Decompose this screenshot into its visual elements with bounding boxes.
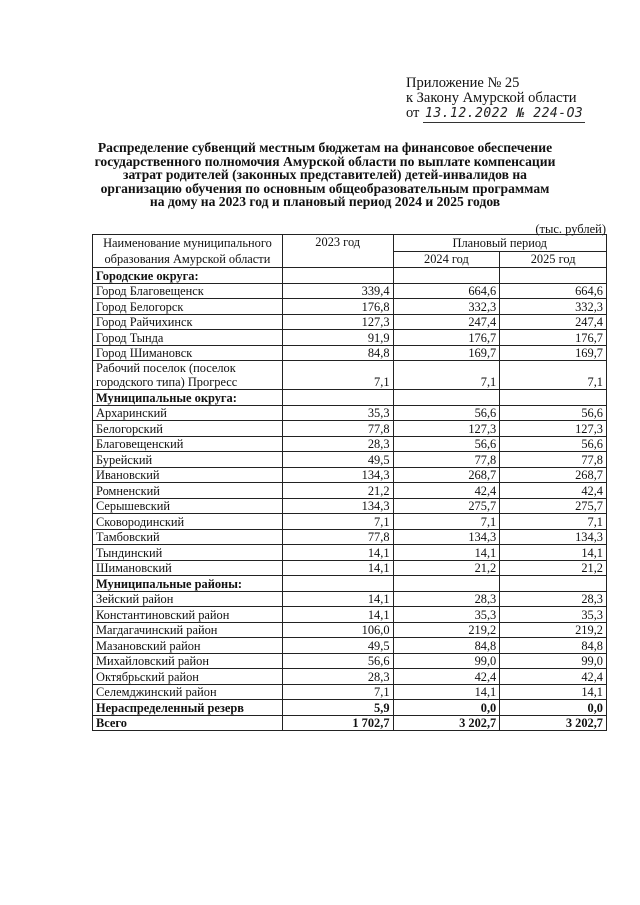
table-header-row	[93, 235, 607, 252]
amount-2023: 28,3	[282, 669, 393, 685]
municipality-name	[93, 715, 283, 731]
amount-2025: 42,4	[500, 483, 607, 499]
amount-2024: 14,1	[393, 684, 500, 700]
amount-2024: 56,6	[393, 436, 500, 452]
empty-cell	[393, 576, 500, 592]
appendix-law: к Закону Амурской области	[406, 90, 577, 106]
amount-2023: 28,3	[282, 436, 393, 452]
municipality-name	[93, 514, 283, 530]
amount-2023: 127,3	[282, 314, 393, 330]
empty-cell	[282, 390, 393, 406]
municipality-name-text: Город Благовещенск	[96, 284, 204, 298]
table-row	[93, 653, 607, 669]
table-row	[93, 715, 607, 731]
amount-2023: 77,8	[282, 529, 393, 545]
municipality-name-text: Бурейский	[96, 452, 153, 467]
amount-2024: 275,7	[393, 498, 500, 514]
table-body	[93, 268, 607, 731]
amount-2024: 42,4	[393, 483, 500, 499]
municipality-name	[93, 545, 283, 561]
municipality-name-text: Архаринский	[96, 406, 167, 420]
municipality-name	[93, 669, 283, 685]
empty-cell	[393, 268, 500, 284]
section-title: Муниципальные округа:	[93, 390, 283, 406]
amount-2023: 91,9	[282, 330, 393, 346]
amount-2023: 134,3	[282, 498, 393, 514]
section-row	[93, 268, 607, 284]
title-line: на дому на 2023 год и плановый период 2024 и 2025 годов	[149, 194, 501, 210]
amount-2025: 56,6	[500, 436, 607, 452]
municipality-name-text: Тамбовский	[96, 530, 160, 544]
amount-2024: 219,2	[393, 622, 500, 638]
table-row	[93, 514, 607, 530]
units-label: (тыс. рублей)	[535, 222, 606, 236]
municipality-name	[93, 345, 283, 361]
amount-2023: 7,1	[282, 684, 393, 700]
amount-2024: 247,4	[393, 314, 500, 330]
amount-2025: 332,3	[500, 299, 607, 315]
title-line: затрат родителей (законных представителей) детей-инвалидов на	[123, 167, 527, 183]
amount-2025: 275,7	[500, 498, 607, 514]
municipality-name	[93, 421, 283, 437]
amount-2024: 664,6	[393, 283, 500, 299]
header-name-cell	[93, 235, 283, 268]
amount-2025: 21,2	[500, 560, 607, 576]
amount-2025: 35,3	[500, 607, 607, 623]
municipality-name	[93, 700, 283, 716]
amount-2023: 7,1	[282, 361, 393, 390]
municipality-name	[93, 283, 283, 299]
appendix-number: Приложение № 25	[406, 75, 520, 91]
municipality-name-text: Город Тында	[96, 330, 164, 345]
amount-2023: 21,2	[282, 483, 393, 499]
amount-2023: 35,3	[282, 405, 393, 421]
municipality-name-text: Тындинский	[96, 545, 163, 560]
section-row	[93, 576, 607, 592]
table-row	[93, 314, 607, 330]
table-row	[93, 467, 607, 483]
municipality-name	[93, 684, 283, 700]
table-row	[93, 638, 607, 654]
amount-2023: 14,1	[282, 560, 393, 576]
amount-2024: 77,8	[393, 452, 500, 468]
empty-cell	[282, 576, 393, 592]
amount-2023: 106,0	[282, 622, 393, 638]
municipality-name	[93, 436, 283, 452]
appendix-date-line	[406, 106, 585, 123]
municipality-name-text: Ромненский	[96, 483, 160, 498]
amount-2025: 169,7	[500, 345, 607, 361]
municipality-name	[93, 405, 283, 421]
empty-cell	[500, 268, 607, 284]
table-row	[93, 529, 607, 545]
table-row	[93, 607, 607, 623]
empty-cell	[500, 390, 607, 406]
amount-2025: 664,6	[500, 283, 607, 299]
amount-2023: 14,1	[282, 591, 393, 607]
municipality-name-text: городского типа) Прогресс	[96, 375, 238, 389]
amount-2025: 77,8	[500, 452, 607, 468]
amount-2023: 176,8	[282, 299, 393, 315]
table-row	[93, 622, 607, 638]
empty-cell	[282, 268, 393, 284]
municipality-name-text: Мазановский район	[96, 638, 201, 653]
amount-2024: 42,4	[393, 669, 500, 685]
table-row	[93, 421, 607, 437]
amount-2023: 339,4	[282, 283, 393, 299]
amount-2024: 127,3	[393, 421, 500, 437]
amount-2023: 7,1	[282, 514, 393, 530]
empty-cell	[393, 390, 500, 406]
municipality-name	[93, 299, 283, 315]
amount-2024: 21,2	[393, 560, 500, 576]
header-planned-period: Плановый период	[393, 235, 606, 252]
amount-2025: 247,4	[500, 314, 607, 330]
table-row	[93, 684, 607, 700]
table-row	[93, 330, 607, 346]
amount-2024: 35,3	[393, 607, 500, 623]
municipality-name-text: Благовещенский	[96, 437, 184, 451]
amount-2025: 0,0	[500, 700, 607, 716]
document-title	[60, 141, 590, 209]
amount-2024: 134,3	[393, 529, 500, 545]
amount-2023: 1 702,7	[282, 715, 393, 731]
amount-2025: 42,4	[500, 669, 607, 685]
municipality-name-text: Октябрьский район	[96, 669, 199, 684]
amount-2025: 176,7	[500, 330, 607, 346]
municipality-name	[93, 638, 283, 654]
municipality-name-text: Город Райчихинск	[96, 315, 193, 329]
amount-2024: 169,7	[393, 345, 500, 361]
table-row	[93, 405, 607, 421]
amount-2025: 7,1	[500, 361, 607, 390]
amount-2024: 0,0	[393, 700, 500, 716]
municipality-name	[93, 467, 283, 483]
table-row	[93, 545, 607, 561]
amount-2023: 5,9	[282, 700, 393, 716]
amount-2025: 268,7	[500, 467, 607, 483]
title-line: организацию обучения по основным общеобразовательным программам	[100, 180, 550, 196]
amount-2025: 99,0	[500, 653, 607, 669]
amount-2023: 134,3	[282, 467, 393, 483]
title-line: государственного полномочия Амурской области по выплате компенсации	[94, 153, 556, 169]
header-name-line1: Наименование муниципального	[103, 236, 272, 250]
table-row	[93, 498, 607, 514]
amount-2025: 28,3	[500, 591, 607, 607]
municipality-name-text: Всего	[96, 716, 127, 730]
municipality-name	[93, 653, 283, 669]
handwritten-date-number: 13.12.2022 № 224-ОЗ	[425, 106, 584, 121]
table-row	[93, 700, 607, 716]
amount-2023: 14,1	[282, 545, 393, 561]
municipality-name-text: Город Шимановск	[96, 346, 193, 360]
municipality-name-text: Шимановский	[96, 561, 172, 575]
table-row	[93, 283, 607, 299]
amount-2024: 3 202,7	[393, 715, 500, 731]
amount-2025: 14,1	[500, 684, 607, 700]
empty-cell	[500, 576, 607, 592]
section-title: Муниципальные районы:	[93, 576, 283, 592]
header-name-line2: образования Амурской области	[104, 252, 271, 266]
municipality-name-text: Михайловский район	[96, 654, 209, 668]
amount-2025: 56,6	[500, 405, 607, 421]
amount-2023: 77,8	[282, 421, 393, 437]
municipality-name	[93, 607, 283, 623]
amount-2024: 176,7	[393, 330, 500, 346]
amount-2025: 14,1	[500, 545, 607, 561]
table-row	[93, 669, 607, 685]
header-year-2023: 2023 год	[282, 235, 393, 268]
appendix-from: от	[406, 105, 420, 121]
amount-2023: 56,6	[282, 653, 393, 669]
amount-2025: 7,1	[500, 514, 607, 530]
table-row	[93, 591, 607, 607]
subvention-table	[92, 234, 607, 731]
header-year-2024: 2024 год	[393, 251, 500, 268]
municipality-name	[93, 498, 283, 514]
municipality-name-text: Сковородинский	[96, 514, 185, 529]
amount-2024: 56,6	[393, 405, 500, 421]
municipality-name-text: Белогорский	[96, 421, 163, 436]
municipality-name-text: Город Белогорск	[96, 299, 184, 314]
municipality-name	[93, 529, 283, 545]
municipality-name-text: Магдагачинский район	[96, 623, 218, 637]
municipality-name-text: Рабочий поселок (поселок	[96, 361, 236, 375]
municipality-name-text: Ивановский	[96, 468, 160, 482]
amount-2024: 268,7	[393, 467, 500, 483]
municipality-name-text: Серышевский	[96, 499, 171, 513]
municipality-name	[93, 560, 283, 576]
municipality-name	[93, 591, 283, 607]
municipality-name-text: Зейский район	[96, 592, 174, 606]
section-title: Городские округа:	[93, 268, 283, 284]
amount-2024: 7,1	[393, 514, 500, 530]
table-row	[93, 483, 607, 499]
municipality-name-text: Нераспределенный резерв	[96, 700, 244, 715]
amount-2025: 3 202,7	[500, 715, 607, 731]
header-year-2025: 2025 год	[500, 251, 607, 268]
amount-2024: 332,3	[393, 299, 500, 315]
municipality-name-text: Селемджинский район	[96, 685, 217, 699]
table-row	[93, 452, 607, 468]
amount-2024: 14,1	[393, 545, 500, 561]
table-row	[93, 345, 607, 361]
municipality-name	[93, 622, 283, 638]
municipality-name-text: Константиновский район	[96, 607, 230, 622]
amount-2023: 14,1	[282, 607, 393, 623]
title-line: Распределение субвенций местным бюджетам на финансовое обеспечение	[97, 140, 553, 155]
municipality-name	[93, 361, 283, 390]
appendix-block	[406, 76, 585, 123]
amount-2023: 84,8	[282, 345, 393, 361]
section-row	[93, 390, 607, 406]
amount-2023: 49,5	[282, 452, 393, 468]
municipality-name	[93, 330, 283, 346]
amount-2024: 84,8	[393, 638, 500, 654]
amount-2025: 127,3	[500, 421, 607, 437]
municipality-name	[93, 452, 283, 468]
table-row	[93, 361, 607, 390]
municipality-name	[93, 314, 283, 330]
amount-2024: 99,0	[393, 653, 500, 669]
table-row	[93, 436, 607, 452]
amount-2024: 28,3	[393, 591, 500, 607]
amount-2025: 134,3	[500, 529, 607, 545]
table-row	[93, 299, 607, 315]
amount-2025: 219,2	[500, 622, 607, 638]
amount-2025: 84,8	[500, 638, 607, 654]
municipality-name	[93, 483, 283, 499]
amount-2023: 49,5	[282, 638, 393, 654]
table-row	[93, 560, 607, 576]
amount-2024: 7,1	[393, 361, 500, 390]
